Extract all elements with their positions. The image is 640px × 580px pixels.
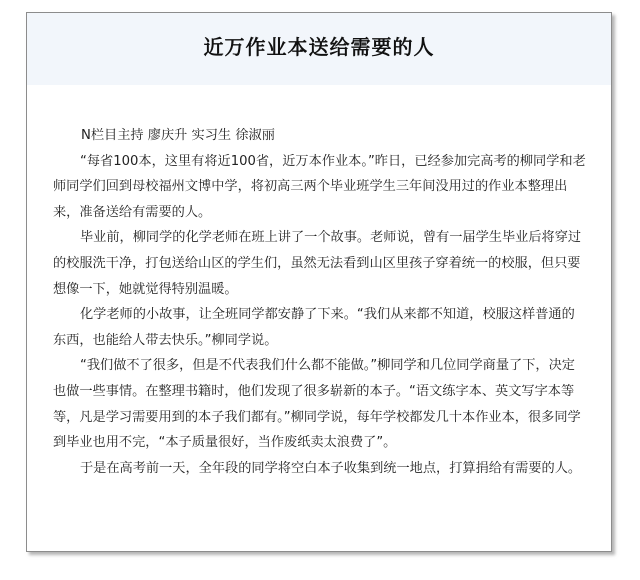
article-paragraph-5: 于是在高考前一天，全年段的同学将空白本子收集到统一地点，打算捐给有需要的人。 [80, 460, 582, 476]
article-body [53, 123, 587, 481]
article-paragraph-2: 毕业前，柳同学的化学老师在班上讲了一个故事。老师说，曾有一届学生毕业后将穿过的校服洗干净，打包送给山区的学生们，虽然无法看到山区里孩子穿着统一的校服，但只要想像一下，她就觉得特别温暖。 [53, 230, 582, 297]
article-title: 近万作业本送给需要的人 [203, 35, 435, 59]
title-band [27, 13, 611, 85]
article-byline: N栏目主持 廖庆升 实习生 徐淑丽 [81, 128, 275, 143]
article-paragraph-4: “我们做不了很多，但是不代表我们什么都不能做。”柳同学和几位同学商量了下，决定也做一些事情。在整理书籍时，他们发现了很多崭新的本子。“语文练字本、英文写字本等等，凡是学习需要用到的本子我们都有。”柳同学说，每年学校都发几十本作业本，很多同学到毕业也用不完，“本子质量很好，当作废纸卖太浪费了”。 [53, 358, 581, 451]
article-paragraph-1: “每省100本，这里有将近100省，近万本作业本。”昨日，已经参加完高考的柳同学和老师同学们回到母校福州文博中学，将初高三两个毕业班学生三年间没用过的作业本整理出来，准备送给有需要的人。 [53, 153, 586, 220]
article-frame [26, 12, 612, 552]
article-paragraph-3: 化学老师的小故事，让全班同学都安静了下来。“我们从来都不知道，校服这样普通的东西，也能给人带去快乐。”柳同学说。 [53, 307, 575, 348]
